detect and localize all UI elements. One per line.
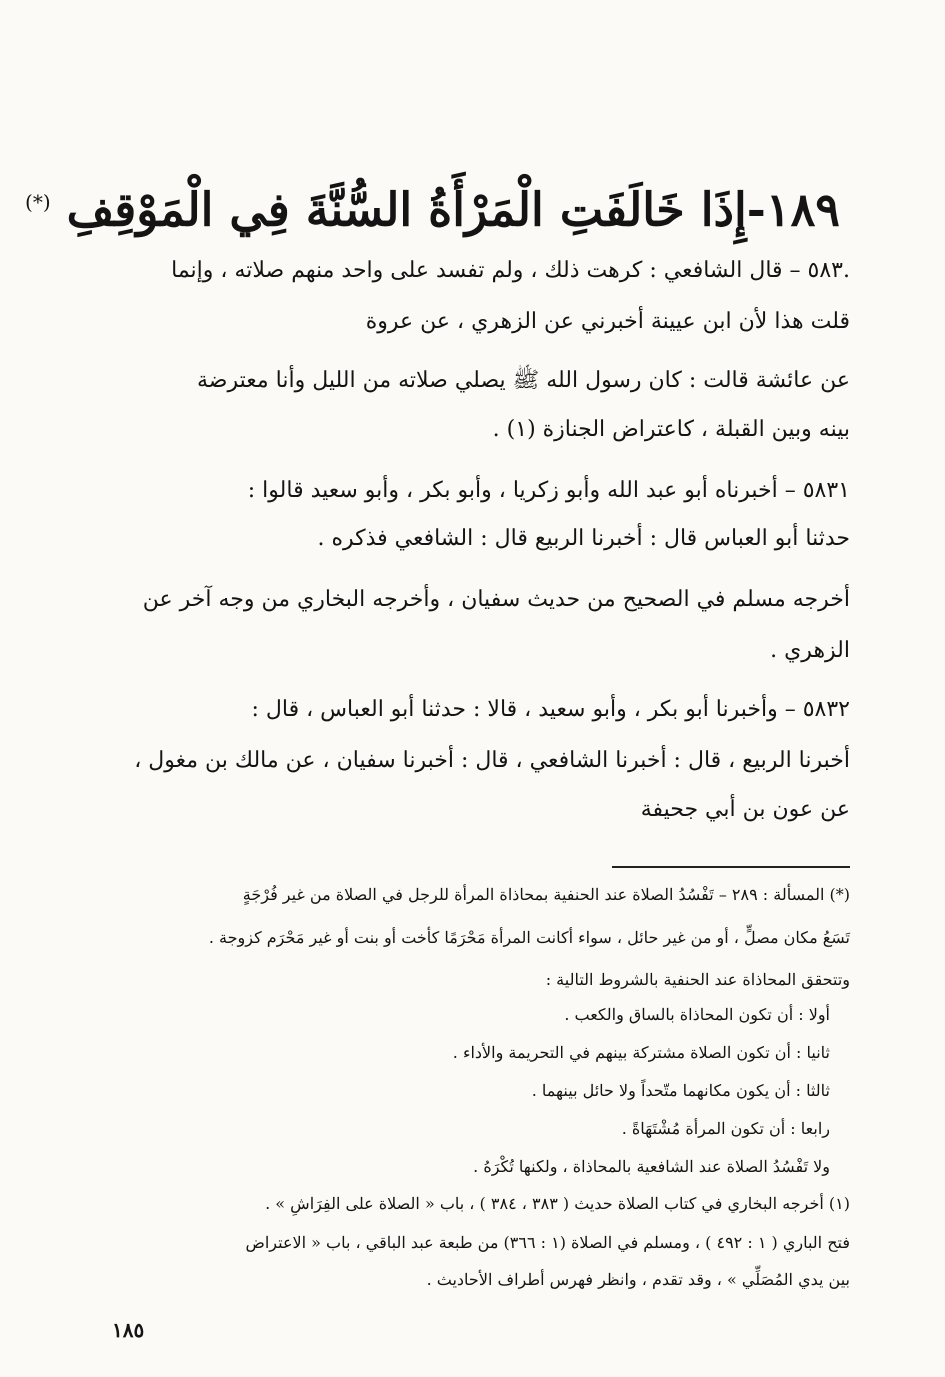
text-line: أخرجه مسلم في الصحيح من حديث سفيان ، وأخرجه البخاري من وجه آخر عن xyxy=(142,587,850,612)
footnote-divider xyxy=(612,866,850,868)
footnote-line: (*) المسألة : ٢٨٩ – تَفْسُدُ الصلاة عند الحنفية بمحاذاة المرأة للرجل في الصلاة من غير فُرْجَةٍ xyxy=(242,885,850,904)
footnote-line: فتح الباري ( ١ : ٤٩٢ ) ، ومسلم في الصلاة (١ : ٣٦٦) من طبعة عبد الباقي ، باب « الاعتراض xyxy=(245,1233,850,1252)
footnote-line: رابعا : أن تكون المرأة مُشْتَهَاةً . xyxy=(621,1119,830,1138)
footnote-line: ثانيا : أن تكون الصلاة مشتركة بينهم في التحريمة والأداء . xyxy=(452,1043,830,1062)
footnote-line: ثالثا : أن يكون مكانهما متّحداً ولا حائل بينهما . xyxy=(531,1081,830,1100)
text-line: بينه وبين القبلة ، كاعتراض الجنازة (١) . xyxy=(492,417,850,442)
text-line: عن عائشة قالت : كان رسول الله ﷺ يصلي صلاته من الليل وأنا معترضة xyxy=(197,368,850,393)
footnote-line: ولا تَفْسُدُ الصلاة عند الشافعية بالمحاذاة ، ولكنها تُكْرَهُ . xyxy=(473,1157,830,1176)
text-line: عن عون بن أبي جحيفة xyxy=(640,797,850,822)
footnote-marker: (*) xyxy=(25,190,51,214)
footnote-line: (١) أخرجه البخاري في كتاب الصلاة حديث ( ٣٨٣ ، ٣٨٤ ) ، باب « الصلاة على الفِرَاشِ » . xyxy=(265,1194,850,1213)
text-line: ٥٨٣١ – أخبرناه أبو عبد الله وأبو زكريا ، وأبو بكر ، وأبو سعيد قالوا : xyxy=(247,478,850,503)
text-line: .٥٨٣ – قال الشافعي : كرهت ذلك ، ولم تفسد على واحد منهم صلاته ، وإنما xyxy=(171,258,850,283)
footnote-line: أولا : أن تكون المحاذاة بالساق والكعب . xyxy=(564,1005,830,1024)
text-line: ٥٨٣٢ – وأخبرنا أبو بكر ، وأبو سعيد ، قالا : حدثنا أبو العباس ، قال : xyxy=(251,697,850,722)
text-line: الزهري . xyxy=(770,638,850,663)
footnote-line: تَسَعُ مكان مصلٍّ ، أو من غير حائل ، سواء أكانت المرأة مَحْرَمًا كأخت أو بنت أو غير مَحْرَم كزوجة . xyxy=(208,928,850,947)
footnote-line: بين يدي المُصَلِّي » ، وقد تقدم ، وانظر فهرس أطراف الأحاديث . xyxy=(426,1270,850,1289)
footnote-line: وتتحقق المحاذاة عند الحنفية بالشروط التالية : xyxy=(545,970,850,989)
chapter-heading xyxy=(25,170,840,241)
chapter-title: ١٨٩-إِذَا خَالَفَتِ الْمَرْأَةُ السُّنَّةَ فِي الْمَوْقِفِ xyxy=(66,182,840,237)
page-number: ١٨٥ xyxy=(112,1318,145,1342)
text-line: أخبرنا الربيع ، قال : أخبرنا الشافعي ، قال : أخبرنا سفيان ، عن مالك بن مغول ، xyxy=(134,748,850,773)
text-line: قلت هذا لأن ابن عيينة أخبرني عن الزهري ، عن عروة xyxy=(365,309,850,334)
text-line: حدثنا أبو العباس قال : أخبرنا الربيع قال : الشافعي فذكره . xyxy=(317,526,850,551)
